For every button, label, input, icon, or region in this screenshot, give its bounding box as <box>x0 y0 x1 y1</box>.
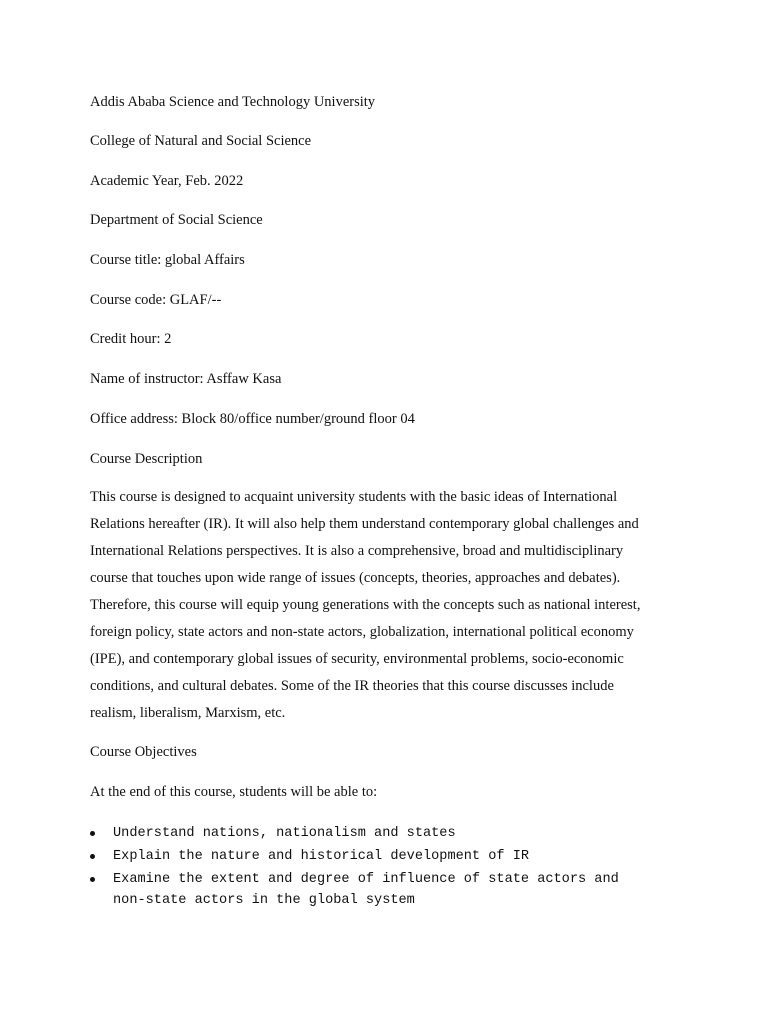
list-item-text: non-state actors in the global system <box>113 892 415 908</box>
course-description-paragraph <box>90 484 690 727</box>
office-address: Office address: Block 80/office number/ground floor 04 <box>90 411 415 427</box>
list-item-text: Examine the extent and degree of influence of state actors and <box>113 872 619 887</box>
list-item <box>90 870 710 911</box>
course-description-heading: Course Description <box>90 451 203 467</box>
bullet-icon <box>90 831 95 836</box>
course-objectives-heading: Course Objectives <box>90 744 197 760</box>
college-name: College of Natural and Social Science <box>90 133 312 149</box>
paragraph-line: Relations hereafter (IR). It will also help them understand contemporary global challenges and <box>90 516 639 532</box>
list-item <box>90 824 710 845</box>
instructor-name: Name of instructor: Asffaw Kasa <box>90 371 282 387</box>
paragraph-line: foreign policy, state actors and non-state actors, globalization, international political economy <box>90 624 634 640</box>
credit-hour: Credit hour: 2 <box>90 331 172 347</box>
paragraph-line: realism, liberalism, Marxism, etc. <box>90 705 286 721</box>
objectives-intro: At the end of this course, students will be able to: <box>90 784 378 800</box>
list-item-text: Explain the nature and historical development of IR <box>113 849 530 864</box>
list-item <box>90 847 710 868</box>
paragraph-line: This course is designed to acquaint university students with the basic ideas of International <box>90 489 618 505</box>
university-name: Addis Ababa Science and Technology University <box>90 94 376 110</box>
paragraph-line: (IPE), and contemporary global issues of security, environmental problems, socio-economic <box>90 651 624 667</box>
bullet-icon <box>90 877 95 882</box>
paragraph-line: course that touches upon wide range of issues (concepts, theories, approaches and debates). <box>90 570 621 586</box>
paragraph-line: Therefore, this course will equip young generations with the concepts such as national interest, <box>90 597 641 613</box>
objectives-list <box>90 824 710 914</box>
paragraph-line: International Relations perspectives. It is also a comprehensive, broad and multidisciplinary <box>90 543 624 559</box>
bullet-icon <box>90 854 95 859</box>
list-item-text: Understand nations, nationalism and states <box>113 826 456 841</box>
department-name: Department of Social Science <box>90 212 263 228</box>
course-title: Course title: global Affairs <box>90 252 245 268</box>
course-code: Course code: GLAF/-- <box>90 292 222 308</box>
academic-year: Academic Year, Feb. 2022 <box>90 173 244 189</box>
paragraph-line: conditions, and cultural debates. Some of the IR theories that this course discusses include <box>90 678 614 694</box>
